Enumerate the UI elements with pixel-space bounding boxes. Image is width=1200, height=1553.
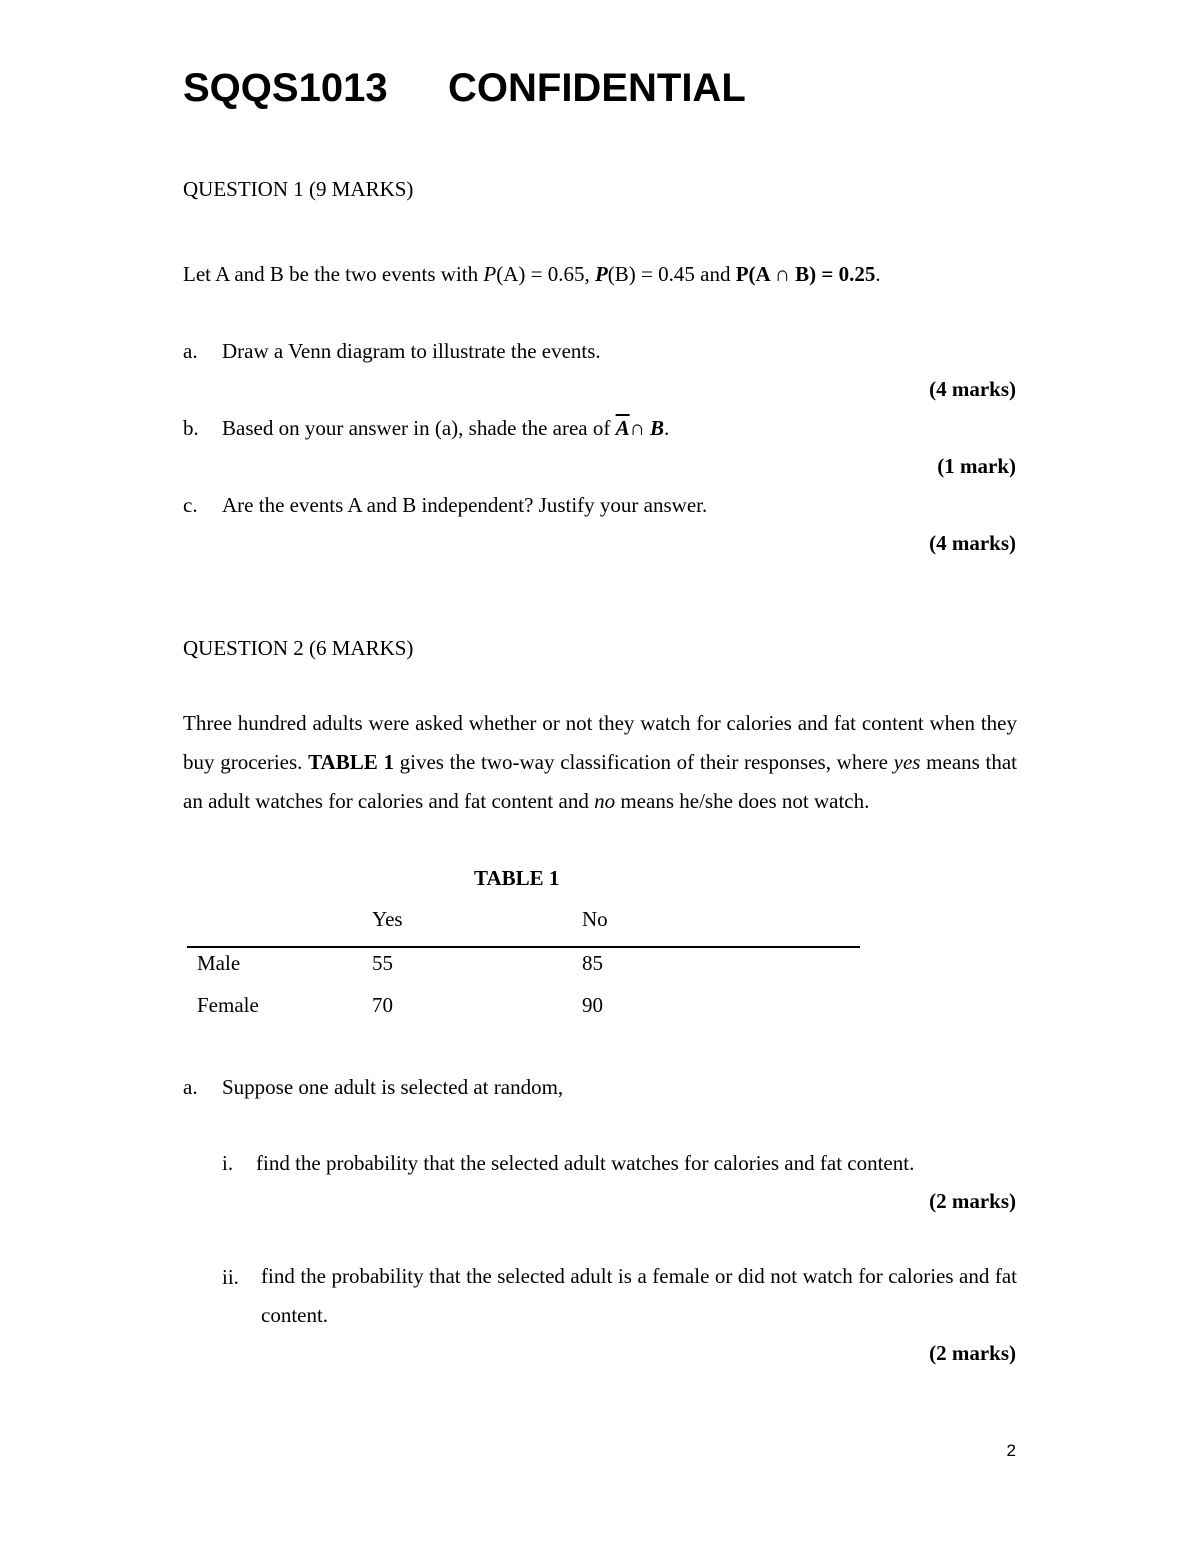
question-1-stem: Let A and B be the two events with P(A) = 0.65, P(B) = 0.45 and P(A ∩ B) = 0.25. (183, 262, 881, 286)
q1b-label: b. (183, 416, 199, 440)
table-header-yes: Yes (372, 907, 403, 931)
q1a-marks: (4 marks) (929, 377, 1016, 401)
table-header-no: No (582, 907, 608, 931)
table-cell-male-no: 85 (582, 951, 603, 975)
q1c-text: Are the events A and B independent? Justify your answer. (222, 493, 708, 517)
question-2-stem: Three hundred adults were asked whether or not they watch for calories and fat content when they buy groceries. TABLE 1 gives the two-way classification of their responses, where yes means that an adult watches for calories and fat content and no means he/she does not watch. (183, 711, 1018, 813)
question-2-heading: QUESTION 2 (6 MARKS) (183, 636, 414, 660)
q2a-ii-label: ii. (222, 1265, 239, 1289)
table-cell-female-yes: 70 (372, 993, 393, 1017)
table-cell-male-yes: 55 (372, 951, 393, 975)
q2a-ii-text: find the probability that the selected adult is a female or did not watch for calories and fat content. (261, 1264, 1017, 1327)
q2a-label: a. (183, 1075, 198, 1099)
q2a-text: Suppose one adult is selected at random, (222, 1075, 564, 1099)
table-header-rule (187, 946, 860, 948)
q2a-ii-marks: (2 marks) (929, 1341, 1016, 1365)
q1c-marks: (4 marks) (929, 531, 1016, 555)
q2a-i-text: find the probability that the selected adult watches for calories and fat content. (256, 1151, 915, 1175)
q1b-text: Based on your answer in (a), shade the area of $\overline{A}\cap$ B. (222, 416, 670, 440)
q1a-text: Draw a Venn diagram to illustrate the events. (222, 339, 601, 363)
course-code: SQQS1013 (183, 66, 388, 110)
table-row-label-female: Female (197, 993, 259, 1017)
question-1-heading: QUESTION 1 (9 MARKS) (183, 177, 414, 201)
q1b-marks: (1 mark) (937, 454, 1016, 478)
confidential-label: CONFIDENTIAL (448, 66, 746, 110)
q1c-label: c. (183, 493, 198, 517)
table-title: TABLE 1 (474, 866, 560, 890)
page-number: 2 (1006, 1441, 1016, 1460)
q2a-i-label: i. (222, 1151, 234, 1175)
table-row-label-male: Male (197, 951, 241, 975)
q1a-label: a. (183, 339, 198, 363)
a-complement-symbol: $\overline{A}$ (615, 416, 630, 440)
q2a-i-marks: (2 marks) (929, 1189, 1016, 1213)
table-cell-female-no: 90 (582, 993, 603, 1017)
